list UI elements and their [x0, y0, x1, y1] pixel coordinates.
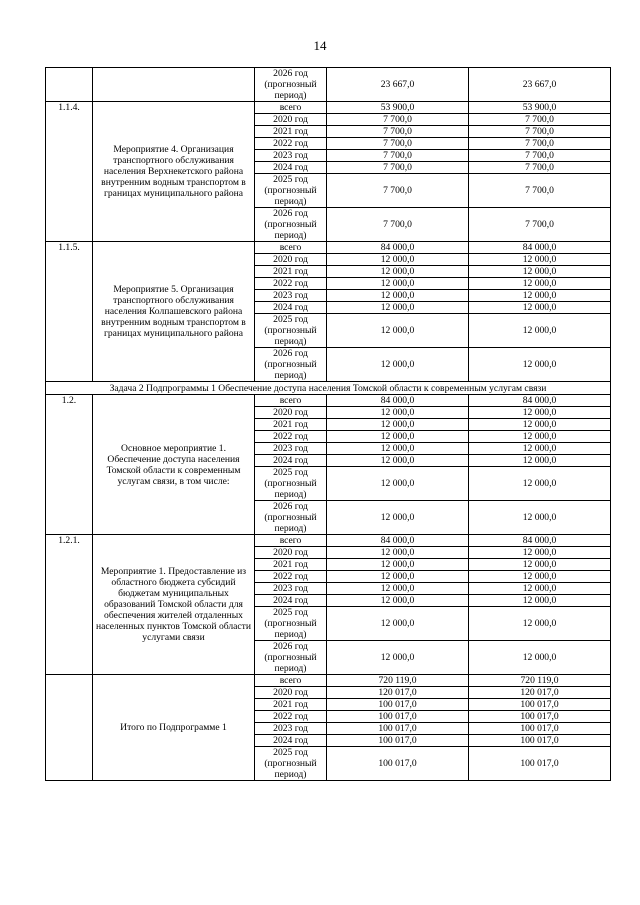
value-cell-1: 7 700,0: [327, 208, 469, 242]
value-cell-2: 7 700,0: [469, 126, 611, 138]
value-cell-1: 12 000,0: [327, 407, 469, 419]
period-cell: 2025 год (прогнозный период): [255, 314, 327, 348]
period-cell: 2022 год: [255, 711, 327, 723]
period-cell: 2020 год: [255, 254, 327, 266]
value-cell-1: 84 000,0: [327, 242, 469, 254]
period-cell: 2025 год (прогнозный период): [255, 467, 327, 501]
table-row: [46, 68, 611, 102]
value-cell-2: 12 000,0: [469, 290, 611, 302]
period-cell: всего: [255, 535, 327, 547]
value-cell-2: 12 000,0: [469, 314, 611, 348]
value-cell-1: 100 017,0: [327, 711, 469, 723]
value-cell-1: 7 700,0: [327, 150, 469, 162]
value-cell-1: 7 700,0: [327, 174, 469, 208]
period-cell: 2020 год: [255, 547, 327, 559]
period-cell: 2024 год: [255, 455, 327, 467]
value-cell-2: 7 700,0: [469, 150, 611, 162]
value-cell-2: 12 000,0: [469, 254, 611, 266]
value-cell-2: 12 000,0: [469, 455, 611, 467]
period-cell: всего: [255, 395, 327, 407]
period-cell: 2020 год: [255, 114, 327, 126]
value-cell-1: 12 000,0: [327, 501, 469, 535]
value-cell-1: 12 000,0: [327, 595, 469, 607]
value-cell-2: 12 000,0: [469, 501, 611, 535]
value-cell-1: 53 900,0: [327, 102, 469, 114]
table-row: [46, 242, 611, 254]
period-cell: 2020 год: [255, 407, 327, 419]
value-cell-2: 12 000,0: [469, 278, 611, 290]
value-cell-2: 12 000,0: [469, 559, 611, 571]
period-cell: всего: [255, 102, 327, 114]
period-cell: 2021 год: [255, 126, 327, 138]
value-cell-2: 12 000,0: [469, 266, 611, 278]
value-cell-2: 12 000,0: [469, 583, 611, 595]
value-cell-2: 7 700,0: [469, 114, 611, 126]
value-cell-1: 84 000,0: [327, 535, 469, 547]
value-cell-2: 12 000,0: [469, 607, 611, 641]
value-cell-1: 12 000,0: [327, 278, 469, 290]
value-cell-1: 12 000,0: [327, 302, 469, 314]
value-cell-2: 84 000,0: [469, 535, 611, 547]
value-cell-1: 100 017,0: [327, 747, 469, 781]
value-cell-1: 12 000,0: [327, 266, 469, 278]
value-cell-1: 12 000,0: [327, 583, 469, 595]
value-cell-2: 12 000,0: [469, 302, 611, 314]
period-cell: 2023 год: [255, 443, 327, 455]
value-cell-1: 12 000,0: [327, 431, 469, 443]
task-heading: Задача 2 Подпрограммы 1 Обеспечение доступа населения Томской области к современным услугам связи: [46, 382, 611, 395]
value-cell-1: 7 700,0: [327, 138, 469, 150]
value-cell-1: 12 000,0: [327, 641, 469, 675]
row-name: Итого по Подпрограмме 1: [93, 675, 255, 781]
period-cell: 2022 год: [255, 431, 327, 443]
table-row: [46, 535, 611, 547]
period-cell: 2023 год: [255, 150, 327, 162]
value-cell-2: 12 000,0: [469, 431, 611, 443]
value-cell-1: 7 700,0: [327, 162, 469, 174]
page-number: 14: [313, 38, 327, 53]
period-cell: 2021 год: [255, 419, 327, 431]
period-cell: всего: [255, 675, 327, 687]
value-cell-1: 720 119,0: [327, 675, 469, 687]
period-cell: 2024 год: [255, 162, 327, 174]
period-cell: 2023 год: [255, 583, 327, 595]
row-code: [46, 68, 93, 102]
value-cell-2: 720 119,0: [469, 675, 611, 687]
value-cell-2: 7 700,0: [469, 162, 611, 174]
value-cell-1: 100 017,0: [327, 735, 469, 747]
row-code: [46, 675, 93, 781]
period-cell: 2024 год: [255, 595, 327, 607]
row-code: 1.1.4.: [46, 102, 93, 242]
value-cell-2: 100 017,0: [469, 711, 611, 723]
value-cell-2: 12 000,0: [469, 407, 611, 419]
period-cell: 2026 год (прогнозный период): [255, 501, 327, 535]
value-cell-2: 100 017,0: [469, 747, 611, 781]
period-cell: 2021 год: [255, 559, 327, 571]
period-cell: 2022 год: [255, 138, 327, 150]
period-cell: 2022 год: [255, 278, 327, 290]
period-cell: 2024 год: [255, 735, 327, 747]
value-cell-2: 12 000,0: [469, 467, 611, 501]
period-cell: 2020 год: [255, 687, 327, 699]
value-cell-1: 120 017,0: [327, 687, 469, 699]
table-row: [46, 395, 611, 407]
row-name: Мероприятие 1. Предоставление из областного бюджета субсидий бюджетам муниципальных образований Томской области для обеспечения жителей отдаленных населенных пунктов Томской области услугами связи: [93, 535, 255, 675]
value-cell-1: 12 000,0: [327, 571, 469, 583]
row-code: 1.1.5.: [46, 242, 93, 382]
period-cell: 2026 год (прогнозный период): [255, 641, 327, 675]
period-cell: 2026 год (прогнозный период): [255, 68, 327, 102]
row-code: 1.2.: [46, 395, 93, 535]
value-cell-2: 7 700,0: [469, 138, 611, 150]
value-cell-2: 12 000,0: [469, 547, 611, 559]
value-cell-2: 7 700,0: [469, 208, 611, 242]
period-cell: 2025 год (прогнозный период): [255, 607, 327, 641]
value-cell-1: 12 000,0: [327, 607, 469, 641]
period-cell: 2026 год (прогнозный период): [255, 348, 327, 382]
value-cell-2: 100 017,0: [469, 723, 611, 735]
row-name: Мероприятие 5. Организация транспортного обслуживания населения Колпашевского района внутренним водным транспортом в границах муниципального района: [93, 242, 255, 382]
value-cell-1: 12 000,0: [327, 314, 469, 348]
period-cell: 2021 год: [255, 699, 327, 711]
table-row: [46, 675, 611, 687]
value-cell-2: 12 000,0: [469, 348, 611, 382]
value-cell-1: 12 000,0: [327, 455, 469, 467]
period-cell: 2026 год (прогнозный период): [255, 208, 327, 242]
row-name: Мероприятие 4. Организация транспортного обслуживания населения Верхнекетского района внутренним водным транспортом в границах муниципального района: [93, 102, 255, 242]
budget-table: [45, 67, 611, 781]
value-cell-2: 84 000,0: [469, 242, 611, 254]
budget-table-body: [46, 68, 611, 781]
value-cell-1: 12 000,0: [327, 443, 469, 455]
value-cell-2: 12 000,0: [469, 443, 611, 455]
value-cell-1: 12 000,0: [327, 348, 469, 382]
value-cell-1: 12 000,0: [327, 419, 469, 431]
value-cell-2: 100 017,0: [469, 699, 611, 711]
value-cell-2: 12 000,0: [469, 641, 611, 675]
period-cell: 2025 год (прогнозный период): [255, 174, 327, 208]
period-cell: 2023 год: [255, 723, 327, 735]
row-code: 1.2.1.: [46, 535, 93, 675]
period-cell: 2023 год: [255, 290, 327, 302]
row-name: [93, 68, 255, 102]
value-cell-1: 100 017,0: [327, 699, 469, 711]
value-cell-1: 12 000,0: [327, 547, 469, 559]
value-cell-1: 12 000,0: [327, 254, 469, 266]
value-cell-1: 12 000,0: [327, 559, 469, 571]
value-cell-2: 7 700,0: [469, 174, 611, 208]
period-cell: 2022 год: [255, 571, 327, 583]
value-cell-2: 84 000,0: [469, 395, 611, 407]
value-cell-1: 84 000,0: [327, 395, 469, 407]
row-name: Основное мероприятие 1. Обеспечение доступа населения Томской области к современным услугам связи, в том числе:: [93, 395, 255, 535]
period-cell: 2025 год (прогнозный период): [255, 747, 327, 781]
period-cell: всего: [255, 242, 327, 254]
value-cell-1: 7 700,0: [327, 114, 469, 126]
value-cell-1: 12 000,0: [327, 290, 469, 302]
table-row: [46, 102, 611, 114]
value-cell-2: 53 900,0: [469, 102, 611, 114]
period-cell: 2021 год: [255, 266, 327, 278]
period-cell: 2024 год: [255, 302, 327, 314]
value-cell-1: 23 667,0: [327, 68, 469, 102]
value-cell-1: 100 017,0: [327, 723, 469, 735]
value-cell-2: 100 017,0: [469, 735, 611, 747]
value-cell-1: 7 700,0: [327, 126, 469, 138]
value-cell-1: 12 000,0: [327, 467, 469, 501]
value-cell-2: 12 000,0: [469, 571, 611, 583]
value-cell-2: 23 667,0: [469, 68, 611, 102]
task-row: [46, 382, 611, 395]
value-cell-2: 120 017,0: [469, 687, 611, 699]
value-cell-2: 12 000,0: [469, 595, 611, 607]
value-cell-2: 12 000,0: [469, 419, 611, 431]
